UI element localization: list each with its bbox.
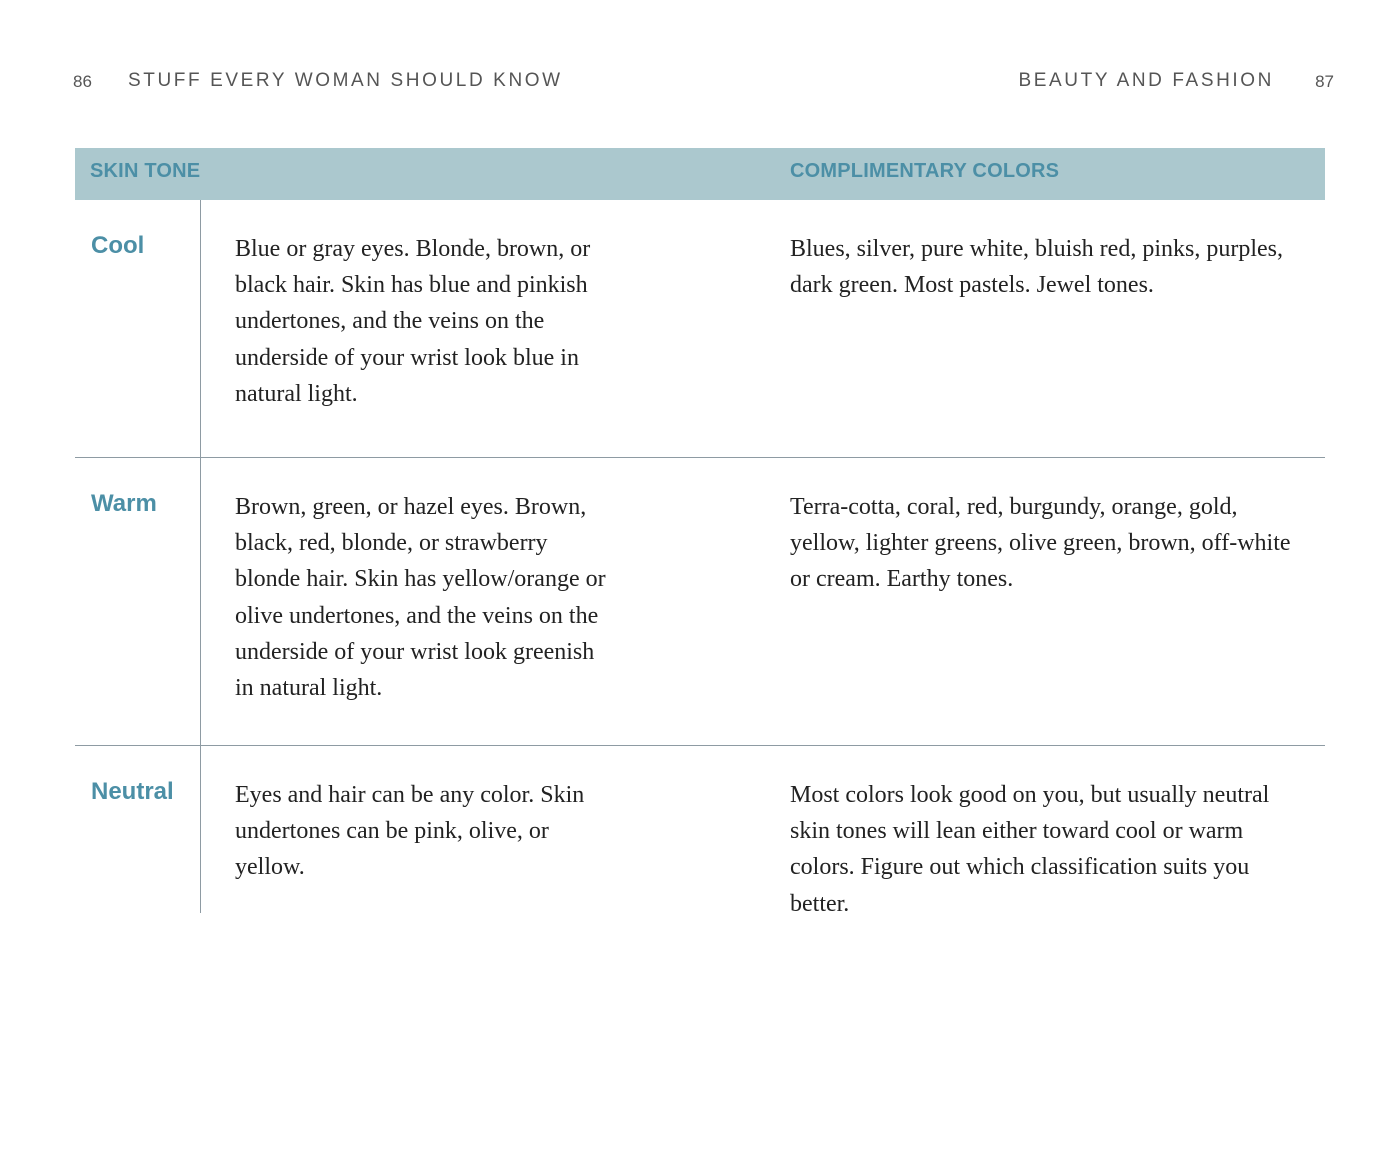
table-header-band	[75, 148, 1325, 200]
page-number-right: 87	[1315, 72, 1334, 91]
colors-warm: Terra-cotta, coral, red, burgundy, orange, gold, yellow, lighter greens, olive green, brown, off-white or cream. Earthy tones.	[790, 494, 1291, 593]
colors-neutral: Most colors look good on you, but usually neutral skin tones will lean either toward cool or warm colors. Figure out which classification suits you better.	[790, 782, 1270, 917]
row-label-neutral: Neutral	[91, 778, 174, 805]
page-number-left: 86	[73, 72, 92, 91]
description-neutral: Eyes and hair can be any color. Skin undertones can be pink, olive, or yellow.	[235, 782, 585, 881]
skin-tone-table	[75, 148, 1325, 917]
colors-cool: Blues, silver, pure white, bluish red, pinks, purples, dark green. Most pastels. Jewel tones.	[790, 236, 1283, 299]
description-cool: Blue or gray eyes. Blonde, brown, or black hair. Skin has blue and pinkish undertones, and the veins on the underside of your wrist look blue in natural light.	[235, 236, 591, 407]
row-label-warm: Warm	[91, 490, 157, 517]
table-row-warm	[75, 458, 1325, 746]
column-divider	[200, 746, 201, 913]
column-header-skin-tone: SKIN TONE	[90, 160, 201, 182]
table-row-cool	[75, 200, 1325, 458]
column-divider	[200, 458, 201, 745]
running-header-left: STUFF EVERY WOMAN SHOULD KNOW	[128, 70, 563, 91]
running-header-right: BEAUTY AND FASHION	[1018, 70, 1274, 91]
table-row-neutral	[75, 746, 1325, 917]
description-warm: Brown, green, or hazel eyes. Brown, black, red, blonde, or strawberry blonde hair. Skin has yellow/orange or olive undertones, and the veins on the underside of your wrist look greenish in natural light.	[235, 494, 606, 702]
row-label-cool: Cool	[91, 232, 145, 259]
column-divider	[200, 200, 201, 457]
column-header-complimentary-colors: COMPLIMENTARY COLORS	[790, 160, 1060, 182]
